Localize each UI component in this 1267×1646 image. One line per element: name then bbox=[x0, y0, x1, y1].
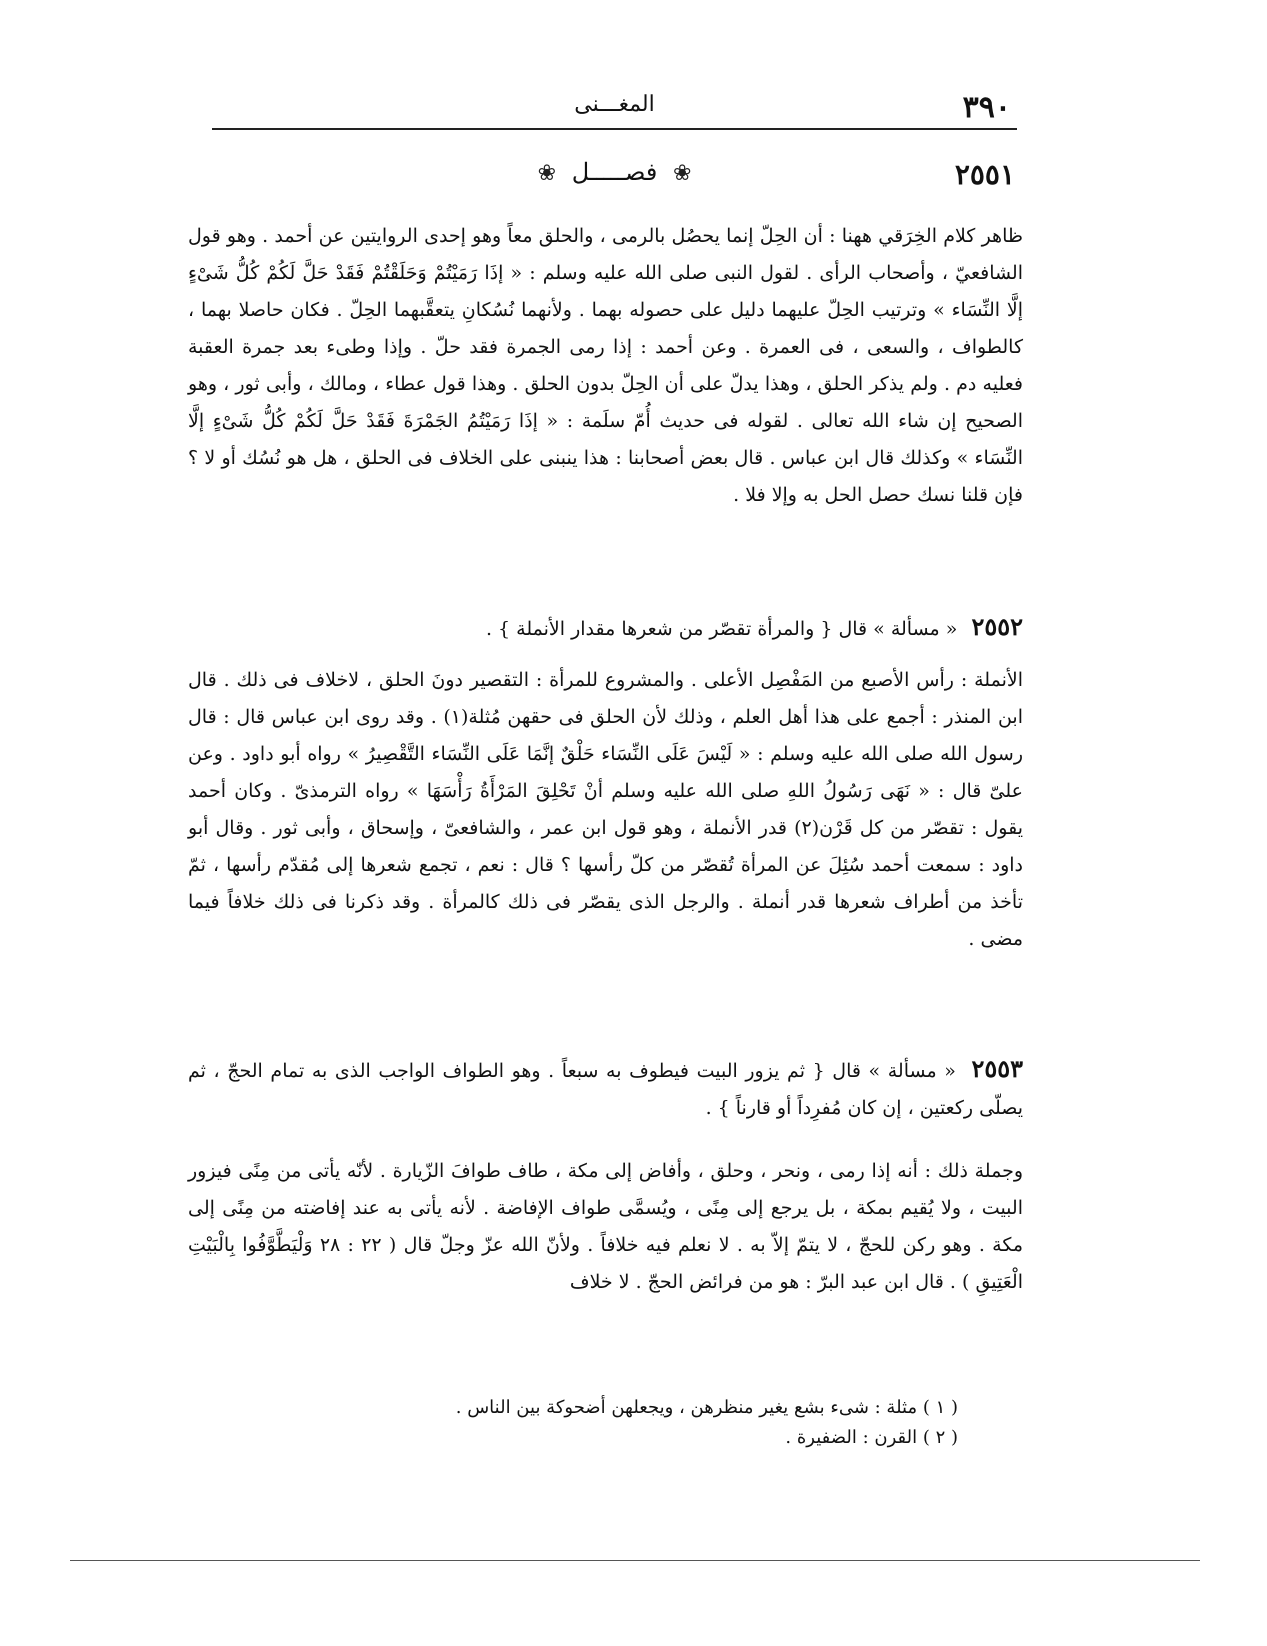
footnotes bbox=[188, 1393, 998, 1453]
paragraph: الأنملة : رأس الأصبع من المَفْصِل الأعلى . والمشروع للمرأة : التقصير دونَ الحلق ، لاخلاف فى ذلك . قال ابن المنذر : أجمع على هذا أهل العلم ، وذلك لأن الحلق فى حقهن مُثلة(١) . وقد روى ابن عباس قال : قال رسول الله صلى الله عليه وسلم : « لَيْسَ عَلَى النِّسَاء حَلْقٌ إنَّمَا عَلَى النِّسَاء التَّقْصِيرُ » رواه أبو داود . وعن علىّ قال : « نَهَى رَسُولُ اللهِ صلى الله عليه وسلم أنْ تَحْلِقَ المَرْأَةُ رَأْسَهَا » رواه الترمذىّ . وكان أحمد يقول : تقصّر من كل قَرْن(٢) قدر الأنملة ، وهو قول ابن عمر ، والشافعىّ ، وإسحاق ، وأبى ثور . وقال أبو داود : سمعت أحمد سُئِلَ عن المرأة تُقصّر من كلّ رأسها ؟ قال : نعم ، تجمع شعرها إلى مُقدّم رأسها ، ثمّ تأخذ من أطراف شعرها قدر أنملة . والرجل الذى يقصّر فى ذلك كالمرأة . وقد ذكرنا فى ذلك خلافاً فيما مضى . bbox=[188, 669, 1023, 950]
masala-text: « مسألة » قال { والمرأة تقصّر من شعرها مقدار الأنملة } . bbox=[485, 618, 958, 640]
masala-number: ٢٥٥٣ bbox=[971, 1054, 1023, 1083]
footnote: ( ٢ ) القرن : الضفيرة . bbox=[785, 1427, 958, 1448]
section-title: فصـــــل bbox=[571, 158, 658, 186]
page-number: ٣٩٠ bbox=[962, 90, 1011, 125]
paragraph: ظاهر كلام الخِرَقي ههنا : أن الحِلّ إنما يحصُل بالرمى ، والحلق معاً وهو إحدى الروايتين عن أحمد . وهو قول الشافعيّ ، وأصحاب الرأى . لقول النبى صلى الله عليه وسلم : « إذَا رَمَيْتُمْ وَحَلَقْتُمْ فَقَدْ حَلَّ لَكُمْ كُلُّ شَىْءٍ إلَّا النِّسَاء » وترتيب الحِلّ عليهما دليل على حصوله بهما . ولأنهما نُسُكانِ يتعقَّبهما الحِلّ . فكان حاصلا بهما ، كالطواف ، والسعى ، فى العمرة . وعن أحمد : إذا رمى الجمرة فقد حلّ . وإذا وطىء بعد جمرة العقبة فعليه دم . ولم يذكر الحلق ، وهذا يدلّ على أن الحِلّ بدون الحلق . وهذا قول عطاء ، ومالك ، وأبى ثور ، وهو الصحيح إن شاء الله تعالى . لقوله فى حديث أُمّ سلَمة : « إذَا رَمَيْتُمُ الجَمْرَةَ فَقَدْ حَلَّ لَكُمْ كُلُّ شَىْءٍ إلَّا النِّسَاء » وكذلك قال ابن عباس . قال بعض أصحابنا : هذا ينبنى على الخلاف فى الحلق ، هل هو نُسُك أو لا ؟ فإن قلنا نسك حصل الحل به وإلا فلا . bbox=[188, 225, 1023, 506]
ornament-right-icon: ❀ bbox=[672, 161, 692, 186]
page-header bbox=[212, 82, 1017, 130]
masala-number: ٢٥٥٢ bbox=[971, 612, 1023, 641]
footnote: ( ١ ) مثلة : شىء بشع يغير منظرهن ، ويجعلهن أضحوكة بين الناس . bbox=[455, 1397, 958, 1418]
masala-2552 bbox=[188, 608, 1023, 648]
bottom-rule bbox=[70, 1560, 1200, 1561]
masala-2552-body bbox=[188, 662, 1023, 958]
section-number: ٢٥٥١ bbox=[954, 158, 1015, 191]
paragraph: وجملة ذلك : أنه إذا رمى ، ونحر ، وحلق ، وأفاض إلى مكة ، طاف طوافَ الزّيارة . لأنّه يأتى من مِنًى فيزور البيت ، ولا يُقيم بمكة ، بل يرجع إلى مِنًى ، ويُسمَّى طواف الإفاضة . لأنه يأتى به عند إفاضته من مِنًى إلى مكة . وهو ركن للحجّ ، لا يتمّ إلاّ به . لا نعلم فيه خلافاً . ولأنّ الله عزّ وجلّ قال ( ٢٢ : ٢٨ وَلْيَطَّوَّفُوا بِالْبَيْتِ الْعَتِيقِ ) . قال ابن عبد البرّ : هو من فرائض الحجّ . لا خلاف bbox=[188, 1160, 1023, 1293]
section-title-wrapper bbox=[212, 158, 1017, 186]
running-title: المغـــنى bbox=[574, 92, 655, 117]
section-heading bbox=[212, 150, 1017, 198]
masala-2553-body bbox=[188, 1153, 1023, 1301]
masala-2553 bbox=[188, 1050, 1023, 1127]
section-body bbox=[188, 218, 1023, 514]
ornament-left-icon: ❀ bbox=[537, 161, 557, 186]
masala-text: « مسألة » قال { ثم يزور البيت فيطوف به سبعاً . وهو الطواف الواجب الذى به تمام الحجّ ، ثم يصلّى ركعتين ، إن كان مُفرِداً أو قارناً } . bbox=[188, 1060, 1023, 1119]
